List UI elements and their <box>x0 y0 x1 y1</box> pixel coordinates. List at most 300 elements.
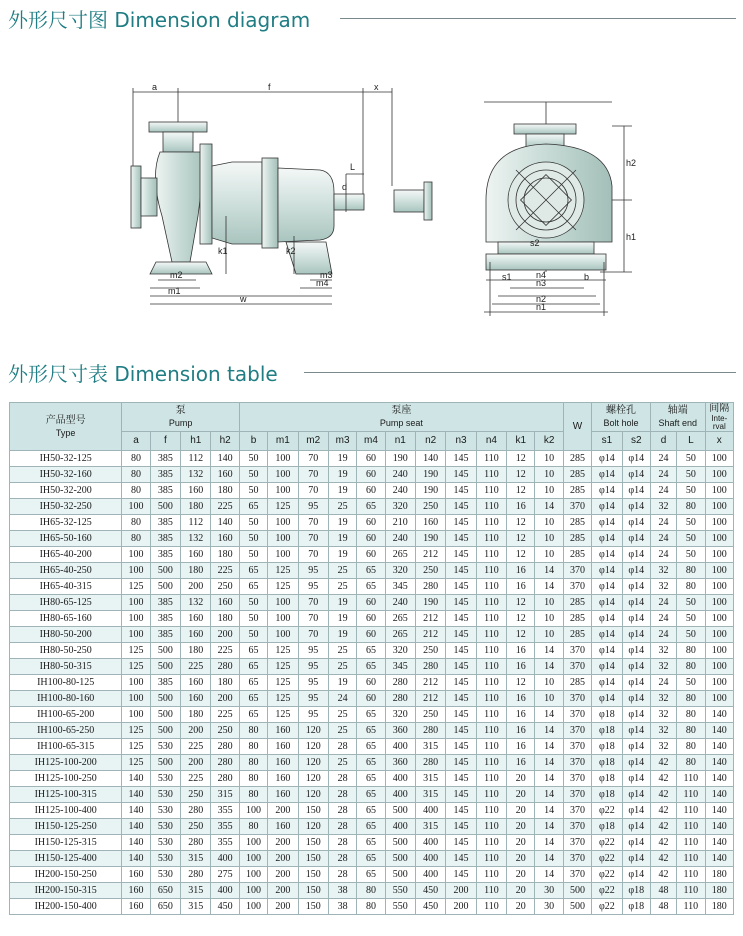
value-cell: φ14 <box>592 659 622 675</box>
value-cell: φ14 <box>622 835 650 851</box>
value-cell: 80 <box>357 883 385 899</box>
value-cell: 70 <box>298 531 328 547</box>
value-cell: 65 <box>239 563 267 579</box>
value-cell: 100 <box>268 531 298 547</box>
value-cell: 345 <box>385 659 415 675</box>
table-row <box>10 691 734 707</box>
value-cell: 180 <box>211 547 239 563</box>
value-cell: 42 <box>650 819 676 835</box>
value-cell: 225 <box>211 643 239 659</box>
value-cell: 95 <box>298 675 328 691</box>
value-cell: 110 <box>677 835 705 851</box>
value-cell: 20 <box>507 787 535 803</box>
value-cell: 100 <box>122 563 150 579</box>
value-cell: φ22 <box>592 851 622 867</box>
value-cell: 12 <box>507 515 535 531</box>
value-cell: 385 <box>150 515 180 531</box>
type-cell: IH80-50-315 <box>10 659 122 675</box>
value-cell: 190 <box>415 483 445 499</box>
value-cell: 160 <box>415 515 445 531</box>
value-cell: 65 <box>357 851 385 867</box>
value-cell: 145 <box>446 499 476 515</box>
value-cell: 65 <box>357 659 385 675</box>
value-cell: 140 <box>705 771 733 787</box>
value-cell: 145 <box>446 867 476 883</box>
value-cell: 125 <box>122 723 150 739</box>
value-cell: 200 <box>268 803 298 819</box>
value-cell: 19 <box>328 515 356 531</box>
value-cell: 28 <box>328 803 356 819</box>
value-cell: 42 <box>650 755 676 771</box>
table-row <box>10 515 734 531</box>
value-cell: 10 <box>535 451 563 467</box>
value-cell: φ14 <box>592 499 622 515</box>
value-cell: 80 <box>357 899 385 915</box>
value-cell: 70 <box>298 483 328 499</box>
value-cell: 400 <box>415 867 445 883</box>
value-cell: 360 <box>385 723 415 739</box>
type-cell: IH65-40-315 <box>10 579 122 595</box>
value-cell: 110 <box>677 851 705 867</box>
value-cell: 80 <box>122 451 150 467</box>
value-cell: 32 <box>650 499 676 515</box>
value-cell: 60 <box>357 451 385 467</box>
value-cell: 145 <box>446 515 476 531</box>
value-cell: 25 <box>328 755 356 771</box>
value-cell: φ18 <box>592 723 622 739</box>
value-cell: 500 <box>150 579 180 595</box>
pump-seat-header: 泵座 Pump seat <box>239 403 563 432</box>
value-cell: 10 <box>535 595 563 611</box>
dim-label-d: d <box>342 182 348 192</box>
value-cell: 550 <box>385 883 415 899</box>
value-cell: 50 <box>677 451 705 467</box>
type-cell: IH65-40-200 <box>10 547 122 563</box>
value-cell: 250 <box>211 723 239 739</box>
value-cell: 14 <box>535 787 563 803</box>
value-cell: 32 <box>650 691 676 707</box>
value-cell: 19 <box>328 547 356 563</box>
table-row <box>10 675 734 691</box>
value-cell: 160 <box>268 787 298 803</box>
table-row <box>10 755 734 771</box>
value-cell: 110 <box>476 499 506 515</box>
value-cell: 80 <box>122 467 150 483</box>
value-cell: φ14 <box>592 691 622 707</box>
value-cell: φ18 <box>622 883 650 899</box>
value-cell: 110 <box>476 515 506 531</box>
value-cell: 160 <box>211 531 239 547</box>
type-cell: IH125-100-400 <box>10 803 122 819</box>
value-cell: 200 <box>268 835 298 851</box>
value-cell: 150 <box>298 899 328 915</box>
value-cell: 12 <box>507 675 535 691</box>
value-cell: 100 <box>268 627 298 643</box>
type-cell: IH100-80-125 <box>10 675 122 691</box>
value-cell: 60 <box>357 675 385 691</box>
value-cell: 50 <box>677 611 705 627</box>
column-header-a: a <box>122 432 150 451</box>
value-cell: 500 <box>385 835 415 851</box>
value-cell: 125 <box>268 691 298 707</box>
value-cell: 80 <box>677 723 705 739</box>
value-cell: 160 <box>268 819 298 835</box>
value-cell: 70 <box>298 611 328 627</box>
value-cell: 65 <box>357 563 385 579</box>
value-cell: φ22 <box>592 803 622 819</box>
value-cell: 10 <box>535 691 563 707</box>
dimension-table <box>9 402 734 915</box>
dim-label-b: b <box>584 272 590 282</box>
value-cell: 110 <box>476 691 506 707</box>
value-cell: 50 <box>239 531 267 547</box>
value-cell: 280 <box>385 675 415 691</box>
value-cell: 280 <box>415 723 445 739</box>
value-cell: φ14 <box>592 531 622 547</box>
value-cell: 110 <box>476 531 506 547</box>
value-cell: 60 <box>357 483 385 499</box>
column-header-f: f <box>150 432 180 451</box>
value-cell: 360 <box>385 755 415 771</box>
value-cell: 240 <box>385 595 415 611</box>
value-cell: 120 <box>298 819 328 835</box>
value-cell: 95 <box>298 579 328 595</box>
value-cell: 140 <box>122 851 150 867</box>
value-cell: 385 <box>150 467 180 483</box>
value-cell: 65 <box>239 643 267 659</box>
value-cell: 150 <box>298 851 328 867</box>
value-cell: 125 <box>122 739 150 755</box>
value-cell: φ18 <box>592 771 622 787</box>
value-cell: 10 <box>535 515 563 531</box>
value-cell: 100 <box>705 547 733 563</box>
table-row <box>10 723 734 739</box>
value-cell: 285 <box>563 483 591 499</box>
value-cell: 370 <box>563 499 591 515</box>
value-cell: 110 <box>476 627 506 643</box>
value-cell: φ14 <box>622 563 650 579</box>
column-header-b: b <box>239 432 267 451</box>
value-cell: 65 <box>357 771 385 787</box>
value-cell: 140 <box>705 739 733 755</box>
value-cell: 110 <box>476 563 506 579</box>
value-cell: 100 <box>239 803 267 819</box>
value-cell: 400 <box>415 851 445 867</box>
value-cell: 80 <box>677 707 705 723</box>
value-cell: 100 <box>705 611 733 627</box>
value-cell: 14 <box>535 851 563 867</box>
table-row <box>10 867 734 883</box>
value-cell: 80 <box>677 563 705 579</box>
value-cell: 190 <box>385 451 415 467</box>
value-cell: φ18 <box>592 707 622 723</box>
value-cell: 145 <box>446 723 476 739</box>
value-cell: 19 <box>328 595 356 611</box>
value-cell: 80 <box>677 643 705 659</box>
value-cell: 180 <box>181 499 211 515</box>
table-row <box>10 707 734 723</box>
value-cell: 150 <box>298 803 328 819</box>
column-header-n1: n1 <box>385 432 415 451</box>
value-cell: 28 <box>328 835 356 851</box>
value-cell: 145 <box>446 579 476 595</box>
value-cell: 65 <box>357 643 385 659</box>
value-cell: 38 <box>328 883 356 899</box>
value-cell: φ14 <box>622 691 650 707</box>
value-cell: 19 <box>328 675 356 691</box>
value-cell: 80 <box>677 691 705 707</box>
value-cell: 280 <box>211 771 239 787</box>
value-cell: 500 <box>150 755 180 771</box>
value-cell: 140 <box>211 451 239 467</box>
dimension-diagram <box>0 66 743 326</box>
value-cell: 19 <box>328 611 356 627</box>
column-header-n4: n4 <box>476 432 506 451</box>
value-cell: 25 <box>328 499 356 515</box>
value-cell: 200 <box>181 723 211 739</box>
value-cell: 28 <box>328 771 356 787</box>
value-cell: 370 <box>563 739 591 755</box>
value-cell: 50 <box>677 531 705 547</box>
value-cell: 14 <box>535 835 563 851</box>
value-cell: 100 <box>705 483 733 499</box>
value-cell: 25 <box>328 579 356 595</box>
column-header-h2: h2 <box>211 432 239 451</box>
value-cell: 285 <box>563 467 591 483</box>
value-cell: 50 <box>239 611 267 627</box>
table-row <box>10 851 734 867</box>
value-cell: φ22 <box>592 883 622 899</box>
value-cell: φ14 <box>622 579 650 595</box>
value-cell: 200 <box>211 691 239 707</box>
value-cell: 100 <box>239 835 267 851</box>
value-cell: 110 <box>677 867 705 883</box>
value-cell: 16 <box>507 659 535 675</box>
value-cell: 16 <box>507 723 535 739</box>
table-row <box>10 643 734 659</box>
type-cell: IH150-125-250 <box>10 819 122 835</box>
value-cell: 80 <box>677 579 705 595</box>
value-cell: 125 <box>268 675 298 691</box>
value-cell: 125 <box>268 563 298 579</box>
value-cell: 80 <box>122 515 150 531</box>
value-cell: φ22 <box>592 835 622 851</box>
value-cell: 110 <box>476 771 506 787</box>
value-cell: 70 <box>298 467 328 483</box>
value-cell: 385 <box>150 547 180 563</box>
value-cell: 280 <box>385 691 415 707</box>
value-cell: 100 <box>239 883 267 899</box>
dim-label-n2: n2 <box>536 294 547 304</box>
value-cell: 50 <box>677 515 705 531</box>
value-cell: 80 <box>239 739 267 755</box>
value-cell: 42 <box>650 835 676 851</box>
value-cell: φ14 <box>592 675 622 691</box>
value-cell: 145 <box>446 835 476 851</box>
value-cell: 70 <box>298 547 328 563</box>
dim-label-m4: m4 <box>316 278 329 288</box>
value-cell: 14 <box>535 659 563 675</box>
value-cell: 100 <box>268 451 298 467</box>
value-cell: φ14 <box>622 515 650 531</box>
value-cell: 48 <box>650 883 676 899</box>
value-cell: 100 <box>705 499 733 515</box>
value-cell: 180 <box>705 883 733 899</box>
value-cell: 140 <box>705 819 733 835</box>
value-cell: 60 <box>357 531 385 547</box>
dim-label-m2: m2 <box>170 270 183 280</box>
value-cell: 60 <box>357 611 385 627</box>
pump-header: 泵 Pump <box>122 403 239 432</box>
value-cell: 145 <box>446 595 476 611</box>
value-cell: 212 <box>415 547 445 563</box>
value-cell: 100 <box>705 531 733 547</box>
value-cell: 180 <box>211 483 239 499</box>
value-cell: 370 <box>563 659 591 675</box>
value-cell: 450 <box>211 899 239 915</box>
value-cell: 80 <box>239 771 267 787</box>
type-cell: IH50-32-250 <box>10 499 122 515</box>
value-cell: 16 <box>507 707 535 723</box>
table-row <box>10 563 734 579</box>
type-cell: IH100-80-160 <box>10 691 122 707</box>
value-cell: 100 <box>705 579 733 595</box>
value-cell: 24 <box>650 547 676 563</box>
value-cell: 320 <box>385 643 415 659</box>
table-title-text: 外形尺寸表 Dimension table <box>8 361 278 386</box>
value-cell: 12 <box>507 627 535 643</box>
value-cell: 225 <box>181 659 211 675</box>
value-cell: 100 <box>705 627 733 643</box>
value-cell: 140 <box>705 851 733 867</box>
value-cell: 150 <box>298 835 328 851</box>
type-cell: IH80-65-160 <box>10 611 122 627</box>
value-cell: 400 <box>211 883 239 899</box>
value-cell: 500 <box>150 723 180 739</box>
value-cell: φ14 <box>622 467 650 483</box>
dim-label-n1: n1 <box>536 302 547 312</box>
value-cell: 14 <box>535 579 563 595</box>
value-cell: 385 <box>150 611 180 627</box>
value-cell: 12 <box>507 547 535 563</box>
value-cell: 140 <box>211 515 239 531</box>
value-cell: 50 <box>677 627 705 643</box>
value-cell: 38 <box>328 899 356 915</box>
value-cell: 24 <box>650 451 676 467</box>
value-cell: 145 <box>446 851 476 867</box>
value-cell: 400 <box>211 851 239 867</box>
value-cell: φ22 <box>592 867 622 883</box>
value-cell: 60 <box>357 547 385 563</box>
value-cell: 125 <box>122 755 150 771</box>
value-cell: 80 <box>122 483 150 499</box>
value-cell: 160 <box>181 675 211 691</box>
value-cell: 400 <box>415 803 445 819</box>
value-cell: 14 <box>535 867 563 883</box>
value-cell: φ18 <box>622 899 650 915</box>
title-rule <box>304 372 736 373</box>
table-row <box>10 899 734 915</box>
value-cell: 19 <box>328 531 356 547</box>
value-cell: φ14 <box>592 643 622 659</box>
value-cell: 110 <box>476 739 506 755</box>
value-cell: 145 <box>446 675 476 691</box>
value-cell: 24 <box>650 595 676 611</box>
value-cell: 65 <box>357 867 385 883</box>
value-cell: 95 <box>298 563 328 579</box>
value-cell: 160 <box>122 867 150 883</box>
value-cell: 370 <box>563 579 591 595</box>
value-cell: 14 <box>535 739 563 755</box>
value-cell: 120 <box>298 771 328 787</box>
value-cell: 80 <box>239 787 267 803</box>
value-cell: 400 <box>385 739 415 755</box>
column-header-n2: n2 <box>415 432 445 451</box>
value-cell: 12 <box>507 531 535 547</box>
value-cell: φ14 <box>622 723 650 739</box>
value-cell: 50 <box>239 467 267 483</box>
value-cell: 100 <box>705 451 733 467</box>
value-cell: 250 <box>181 819 211 835</box>
value-cell: 530 <box>150 787 180 803</box>
value-cell: 450 <box>415 899 445 915</box>
value-cell: 110 <box>476 659 506 675</box>
table-row <box>10 483 734 499</box>
value-cell: φ14 <box>592 547 622 563</box>
value-cell: 500 <box>150 707 180 723</box>
value-cell: 160 <box>268 771 298 787</box>
value-cell: 315 <box>415 787 445 803</box>
value-cell: 14 <box>535 723 563 739</box>
value-cell: 370 <box>563 723 591 739</box>
value-cell: 100 <box>122 675 150 691</box>
value-cell: 110 <box>677 787 705 803</box>
value-cell: 145 <box>446 803 476 819</box>
value-cell: 140 <box>705 835 733 851</box>
value-cell: φ14 <box>622 595 650 611</box>
value-cell: 10 <box>535 611 563 627</box>
value-cell: 112 <box>181 515 211 531</box>
value-cell: 50 <box>239 595 267 611</box>
value-cell: 370 <box>563 691 591 707</box>
value-cell: 95 <box>298 707 328 723</box>
table-row <box>10 451 734 467</box>
value-cell: 280 <box>181 803 211 819</box>
table-row <box>10 547 734 563</box>
value-cell: 315 <box>181 883 211 899</box>
value-cell: 110 <box>677 803 705 819</box>
value-cell: 650 <box>150 883 180 899</box>
value-cell: 16 <box>507 499 535 515</box>
type-cell: IH200-150-400 <box>10 899 122 915</box>
value-cell: 110 <box>677 883 705 899</box>
value-cell: 50 <box>677 467 705 483</box>
type-cell: IH100-65-315 <box>10 739 122 755</box>
value-cell: 400 <box>385 787 415 803</box>
value-cell: 145 <box>446 563 476 579</box>
value-cell: φ14 <box>622 707 650 723</box>
value-cell: 110 <box>476 643 506 659</box>
value-cell: 145 <box>446 547 476 563</box>
value-cell: 250 <box>415 563 445 579</box>
value-cell: 95 <box>298 659 328 675</box>
table-body <box>10 451 734 915</box>
value-cell: 212 <box>415 691 445 707</box>
value-cell: 100 <box>122 595 150 611</box>
value-cell: 140 <box>705 723 733 739</box>
value-cell: 315 <box>211 787 239 803</box>
value-cell: 32 <box>650 723 676 739</box>
